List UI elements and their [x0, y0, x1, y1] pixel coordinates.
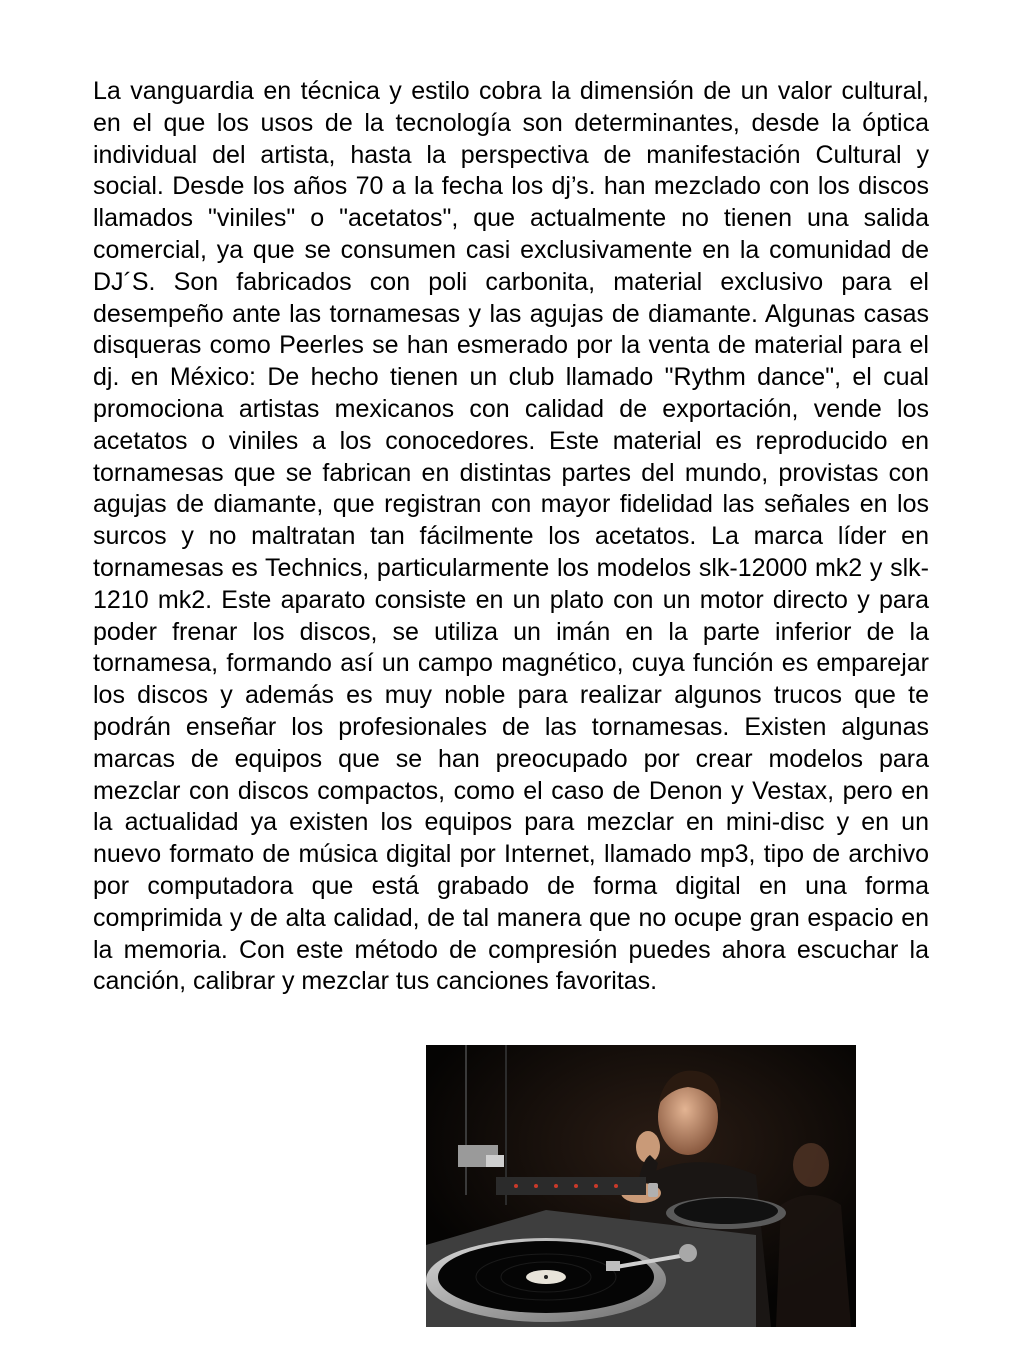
tonearm-headshell [606, 1261, 620, 1271]
dj-wristwatch [648, 1183, 658, 1197]
second-vinyl-record [674, 1198, 778, 1224]
dj-photo-illustration [426, 1045, 856, 1327]
deck-lamp-head [486, 1155, 504, 1167]
background-person-body [776, 1195, 851, 1327]
mixer [496, 1177, 646, 1195]
dj-photo [426, 1045, 856, 1327]
article-paragraph: La vanguardia en técnica y estilo cobra la dimensión de un valor cultural, en el que los usos de la tecnología son determinantes, desde la óptica individual del artista, hasta la perspectiva de manifestación Cultural y social. Desde los años 70 a la fecha los dj’s. han mezclado con los discos llamados "viniles" o "acetatos", que actualmente no tienen una salida comercial, ya que se consumen casi exclusivamente en la comunidad de DJ´S. Son fabricados con poli carbonita, material exclusivo para el desempeño ante las tornamesas y las agujas de diamante. Algunas casas disqueras como Peerles se han esmerado por la venta de material para el dj. en México: De hecho tienen un club llamado "Rythm dance", el cual promociona artistas mexicanos con calidad de exportación, vende los acetatos o viniles a los conocedores. Este material es reproducido en tornamesas que se fabrican en distintas partes del mundo, provistas con agujas de diamante, que registran con mayor fidelidad las señales en los surcos y no maltratan tan fácilmente los acetatos. La marca líder en tornamesas es Technics, particularmente los modelos slk-12000 mk2 y slk-1210 mk2. Este aparato consiste en un plato con un motor directo y para poder frenar los discos, se utiliza un imán en la parte inferior de la tornamesa, formando así un campo magnético, cuya función es emparejar los discos y además es muy noble para realizar algunos trucos que te podrán enseñar los profesionales de las tornamesas. Existen algunas marcas de equipos que se han preocupado por crear modelos para mezclar con discos compactos, como el caso de Denon y Vestax, pero en la actualidad ya existen los equipos para mezclar en mini-disc y en un nuevo formato de música digital por Internet, llamado mp3, tipo de archivo por computadora que está grabado de forma digital en una forma comprimida y de alta calidad, de tal manera que no ocupe gran espacio en la memoria. Con este método de compresión puedes ahora escuchar la canción, calibrar y mezclar tus canciones favoritas. [93, 77, 929, 996]
tonearm-pivot [679, 1244, 697, 1262]
background-person-head [793, 1143, 829, 1187]
spindle [544, 1275, 548, 1279]
